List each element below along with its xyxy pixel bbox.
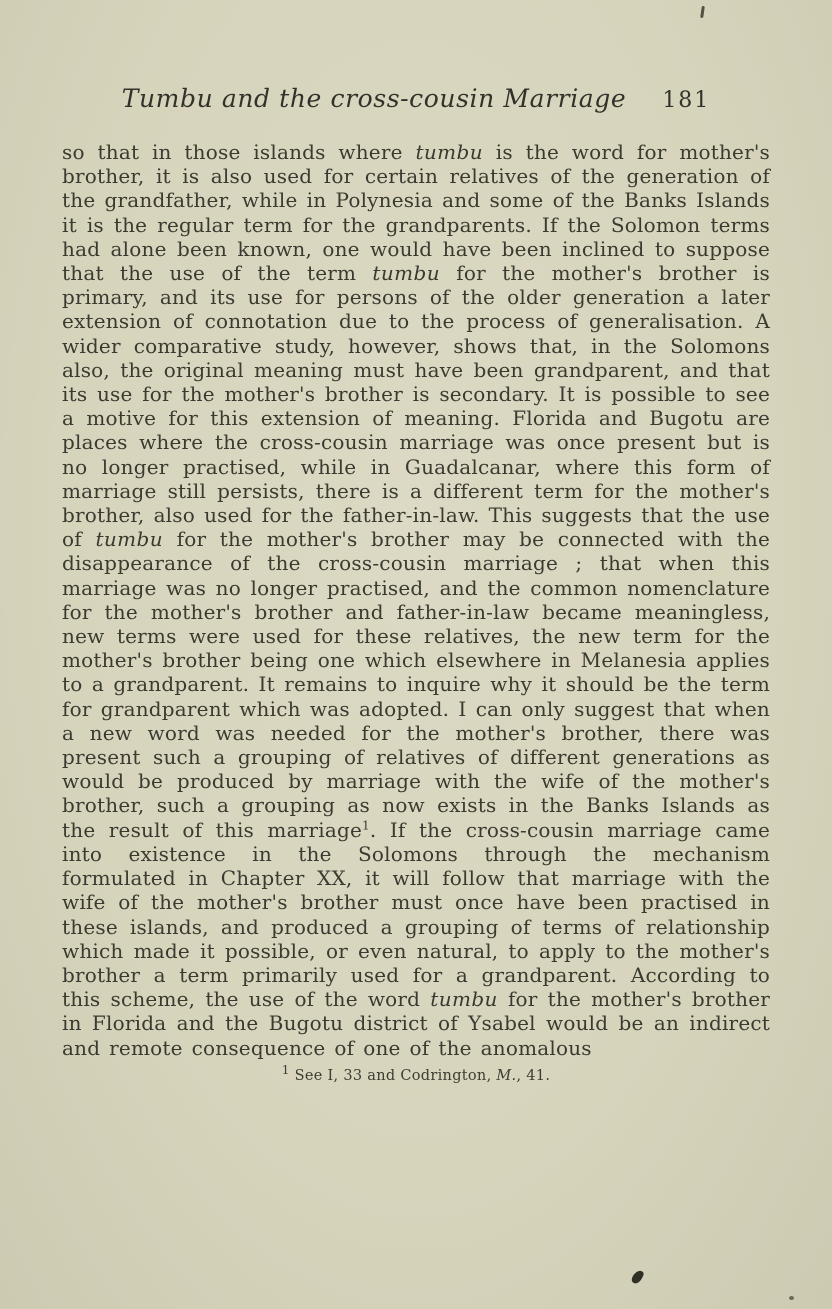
running-header (0, 0, 832, 113)
ink-speck (630, 1269, 645, 1286)
running-title: Tumbu and the cross-cousin Marriage (121, 84, 627, 113)
page-number: 181 (662, 88, 711, 113)
body-paragraph: so that in those islands where tumbu is the word for mother's brother, it is also used for certain relatives of the generation of the grandfather, while in Polynesia and some of the Banks Islands it is the regular term for the grandparents. If the Solomon terms had alone been known, one would have been inclined to suppose that the use of the term tumbu for the mother's brother is primary, and its use for persons of the older generation a later extension of connotation due to the process of generalisation. A wider comparative study, however, shows that, in the Solomons also, the original meaning must have been grandparent, and that its use for the mother's brother is secondary. It is possible to see a motive for this extension of meaning. Florida and Bugotu are places where the cross-cousin marriage was once present but is no longer practised, while in Guadalcanar, where this form of marriage still persists, there is a different term for the mother's brother, also used for the father-in-law. This suggests that the use of tumbu for the mother's brother may be connected with the disappearance of the cross-cousin marriage ; that when this marriage was no longer practised, and the common nomenclature for the mother's brother and father-in-law became meaningless, new terms were used for these relatives, the new term for the mother's brother being one which elsewhere in Melanesia applies to a grandparent. It remains to inquire why it should be the term for grandparent which was adopted. I can only suggest that when a new word was needed for the mother's brother, there was present such a grouping of relatives of different generations as would be produced by marriage with the wife of the mother's brother, such a grouping as now exists in the Banks Islands as the result of this marriage$^1$. If the cross-cousin marriage came into existence in the Solomons through the mechanism formulated in Chapter XX, it will follow that marriage with the wife of the mother's brother must once have been practised in these islands, and produced a grouping of terms of relationship which made it possible, or even natural, to apply to the mother's brother a term primarily used for a grandparent. According to this scheme, the use of the word tumbu for the mother's brother in Florida and the Bugotu district of Ysabel would be an indirect and remote consequence of one of the anomalous (62, 140, 770, 1060)
ink-speck (789, 1296, 794, 1300)
footnote: $^1$ See I, 33 and Codrington, M., 41. (281, 1062, 551, 1084)
